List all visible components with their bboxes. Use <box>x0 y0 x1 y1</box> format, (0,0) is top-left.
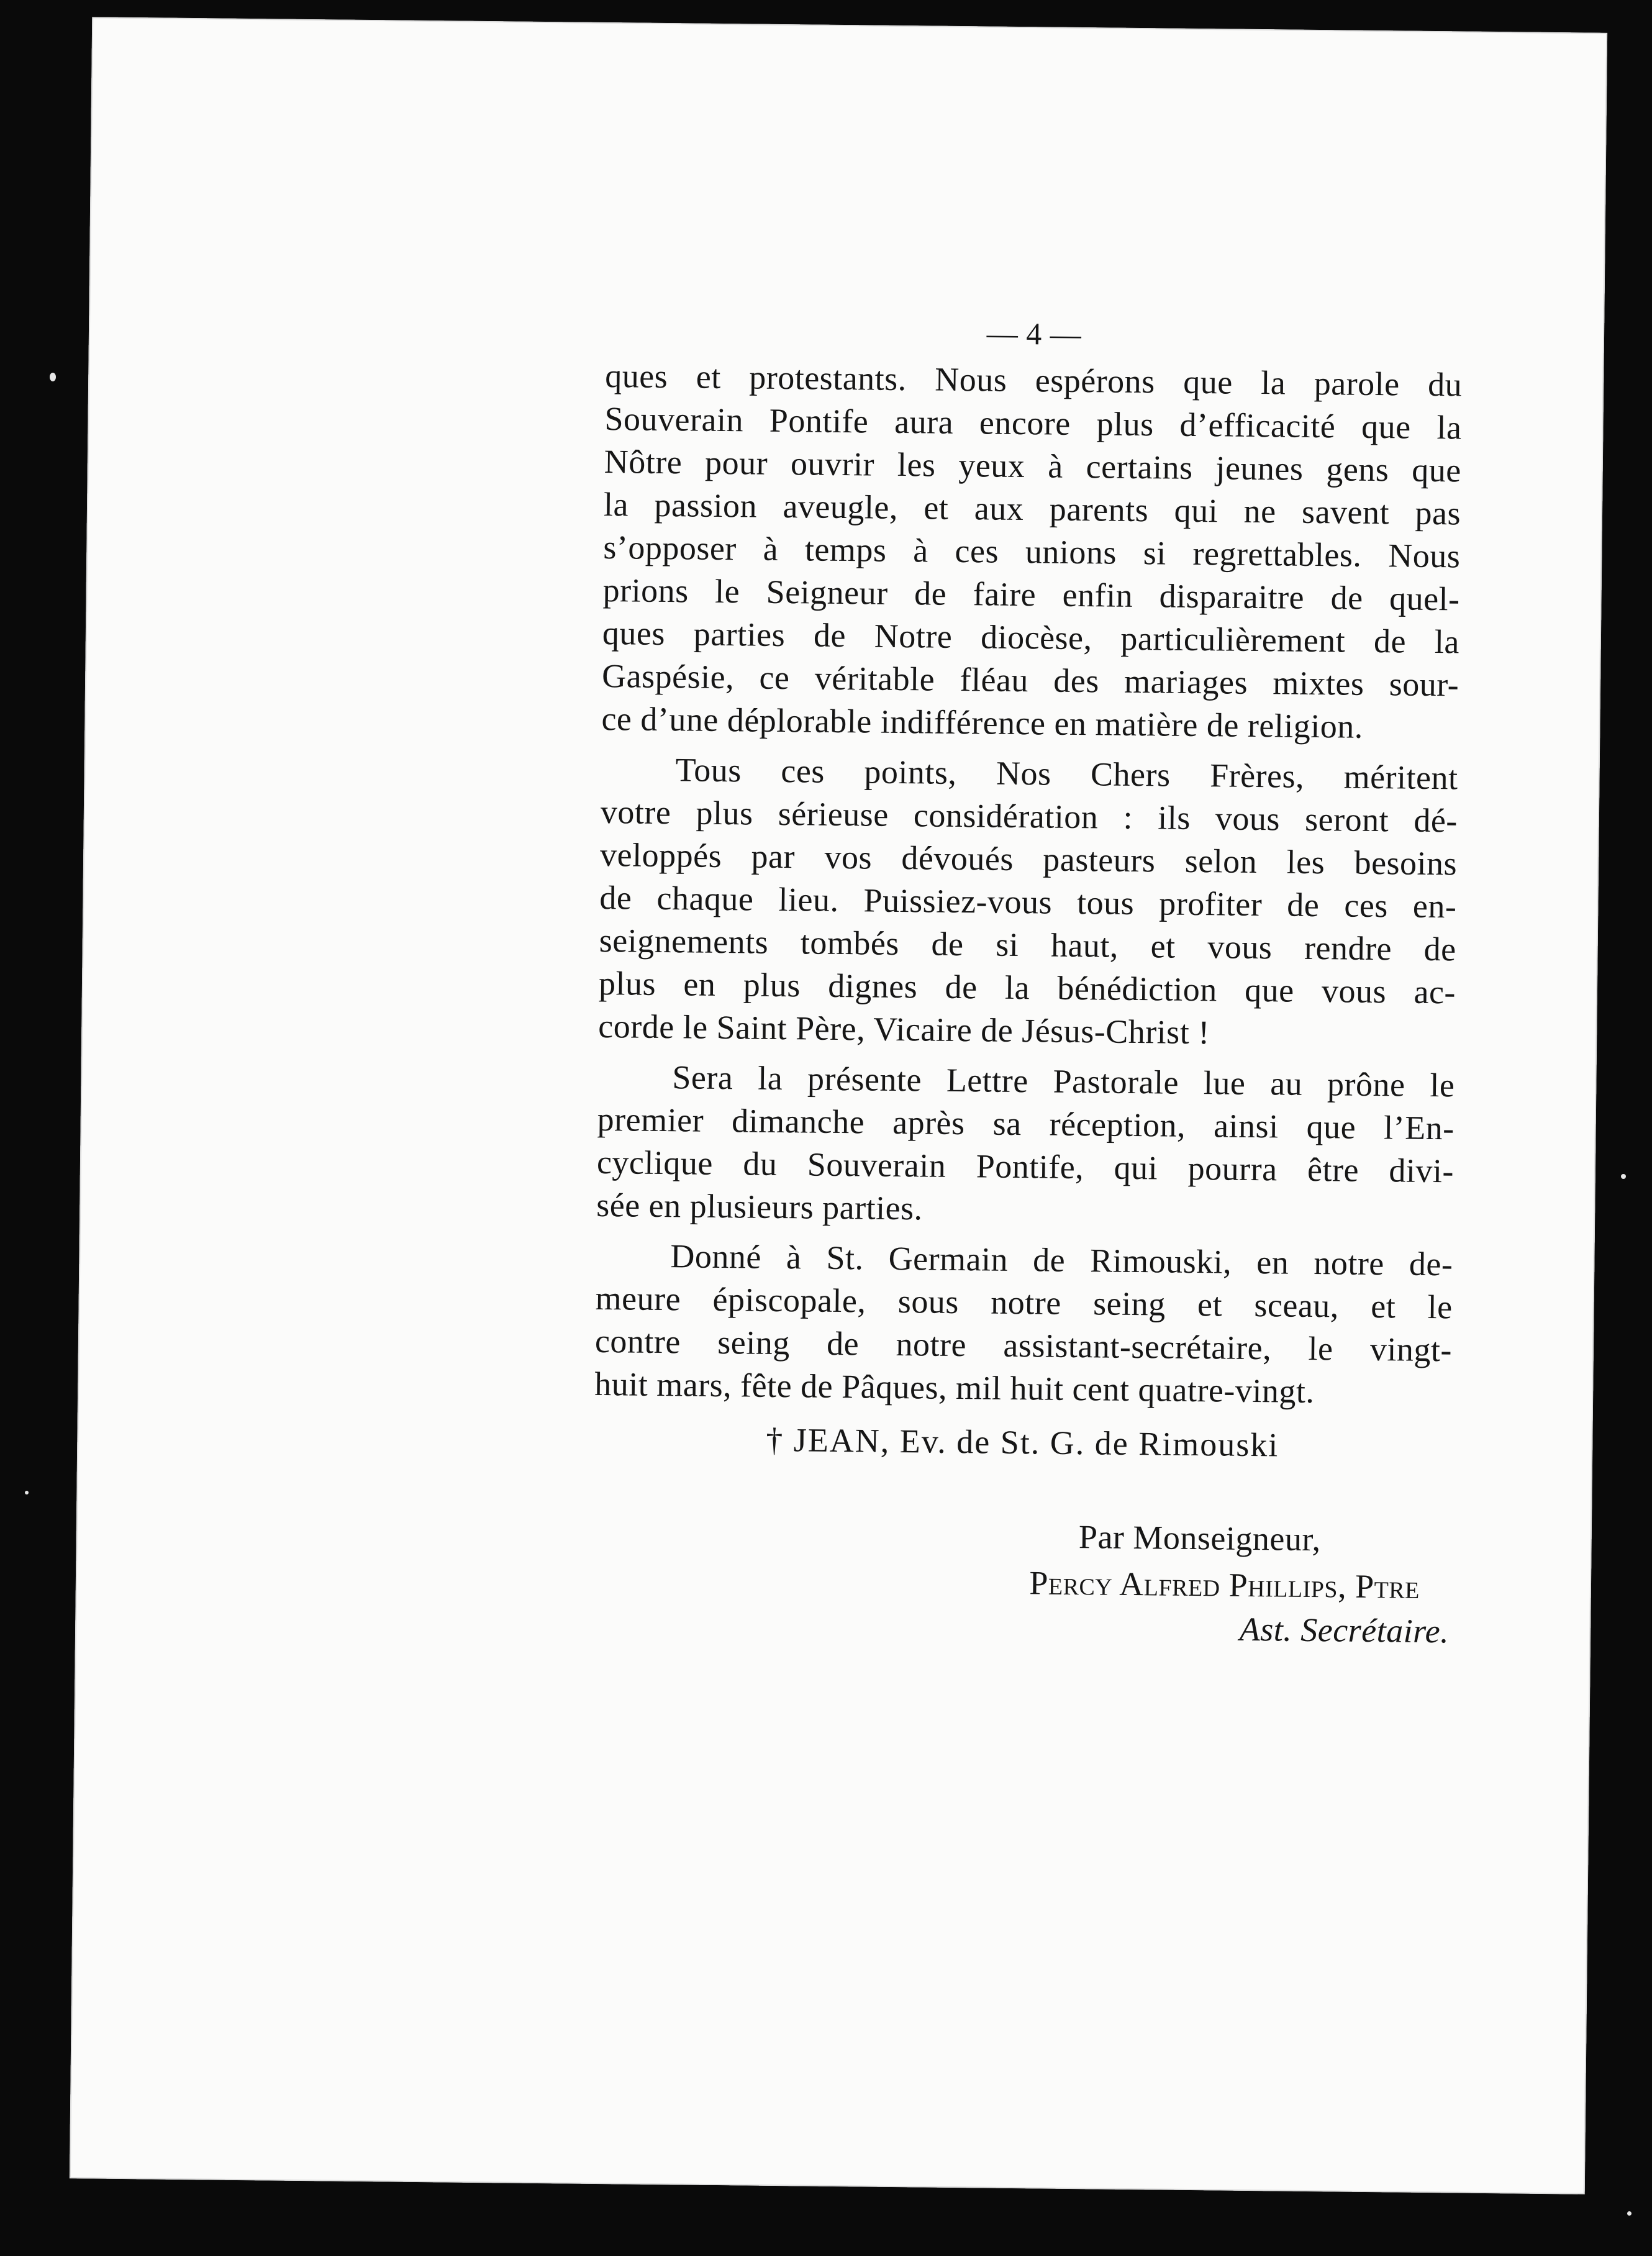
text-line: Donné à St. Germain de Rimouski, en notre de- <box>670 1237 1453 1283</box>
paragraph-4 <box>594 1234 1453 1414</box>
text-line: corde le Saint Père, Vicaire de Jésus-Christ ! <box>598 1007 1210 1052</box>
text-line: sée en plusieurs parties. <box>596 1186 923 1227</box>
text-line: plus en plus dignes de la bénédiction que vous ac- <box>598 964 1456 1011</box>
page-number: — 4 — <box>986 316 1082 352</box>
text-line: Nôtre pour ouvrir les yeux à certains jeunes gens que <box>604 442 1462 489</box>
text-line: huit mars, fête de Pâques, mil huit cent quatre-vingt. <box>594 1365 1315 1411</box>
text-line: Tous ces points, Nos Chers Frères, méritent <box>675 751 1458 797</box>
text-line: premier dimanche après sa réception, ainsi que l’En- <box>597 1100 1455 1147</box>
scan-speck <box>1627 2211 1632 2216</box>
text-line: votre plus sérieuse considération : ils vous seront dé- <box>600 793 1458 840</box>
paragraph-3 <box>596 1055 1455 1235</box>
text-line: seignements tombés de si haut, et vous rendre de <box>599 921 1457 968</box>
text-line: Sera la présente Lettre Pastorale lue au prône le <box>672 1058 1455 1104</box>
secretary-title: Ast. Secrétaire. <box>1239 1610 1450 1650</box>
text-line: s’opposer à temps à ces unions si regrettables. Nous <box>603 528 1461 575</box>
bishop-signature: † JEAN, Ev. de St. G. de Rimouski <box>766 1421 1279 1464</box>
text-line: cyclique du Souverain Pontife, qui pourra être divi- <box>596 1143 1455 1190</box>
scan-speck <box>25 1491 29 1494</box>
secretary-name: Percy Alfred Phillips, Ptre <box>1029 1564 1420 1606</box>
text-line: Gaspésie, ce véritable fléau des mariages mixtes sour- <box>601 657 1459 704</box>
document-page <box>70 17 1607 2194</box>
text-line: veloppés par vos dévoués pasteurs selon les besoins <box>599 835 1458 883</box>
by-line: Par Monseigneur, <box>1078 1518 1322 1558</box>
text-line: ce d’une déplorable indifférence en matière de religion. <box>601 699 1364 745</box>
text-line: contre seing de notre assistant-secrétaire, le vingt- <box>594 1322 1453 1369</box>
scan-speck <box>1621 1174 1626 1179</box>
text-line: prions le Seigneur de faire enfin disparaitre de quel- <box>602 571 1460 618</box>
text-line: meure épiscopale, sous notre seing et sceau, et le <box>595 1279 1453 1326</box>
text-line: Souverain Pontife aura encore plus d’efficacité que la <box>604 399 1462 447</box>
text-line: ques et protestants. Nous espérons que la parole du <box>604 357 1463 404</box>
text-line: la passion aveugle, et aux parents qui ne savent pas <box>603 485 1461 532</box>
paragraph-1 <box>601 355 1462 749</box>
scan-speck <box>50 373 56 381</box>
text-block <box>592 308 1463 1653</box>
text-line: ques parties de Notre diocèse, particulièrement de la <box>602 614 1460 661</box>
paragraph-2 <box>598 748 1458 1057</box>
text-line: de chaque lieu. Puissiez-vous tous profiter de ces en- <box>599 878 1457 926</box>
